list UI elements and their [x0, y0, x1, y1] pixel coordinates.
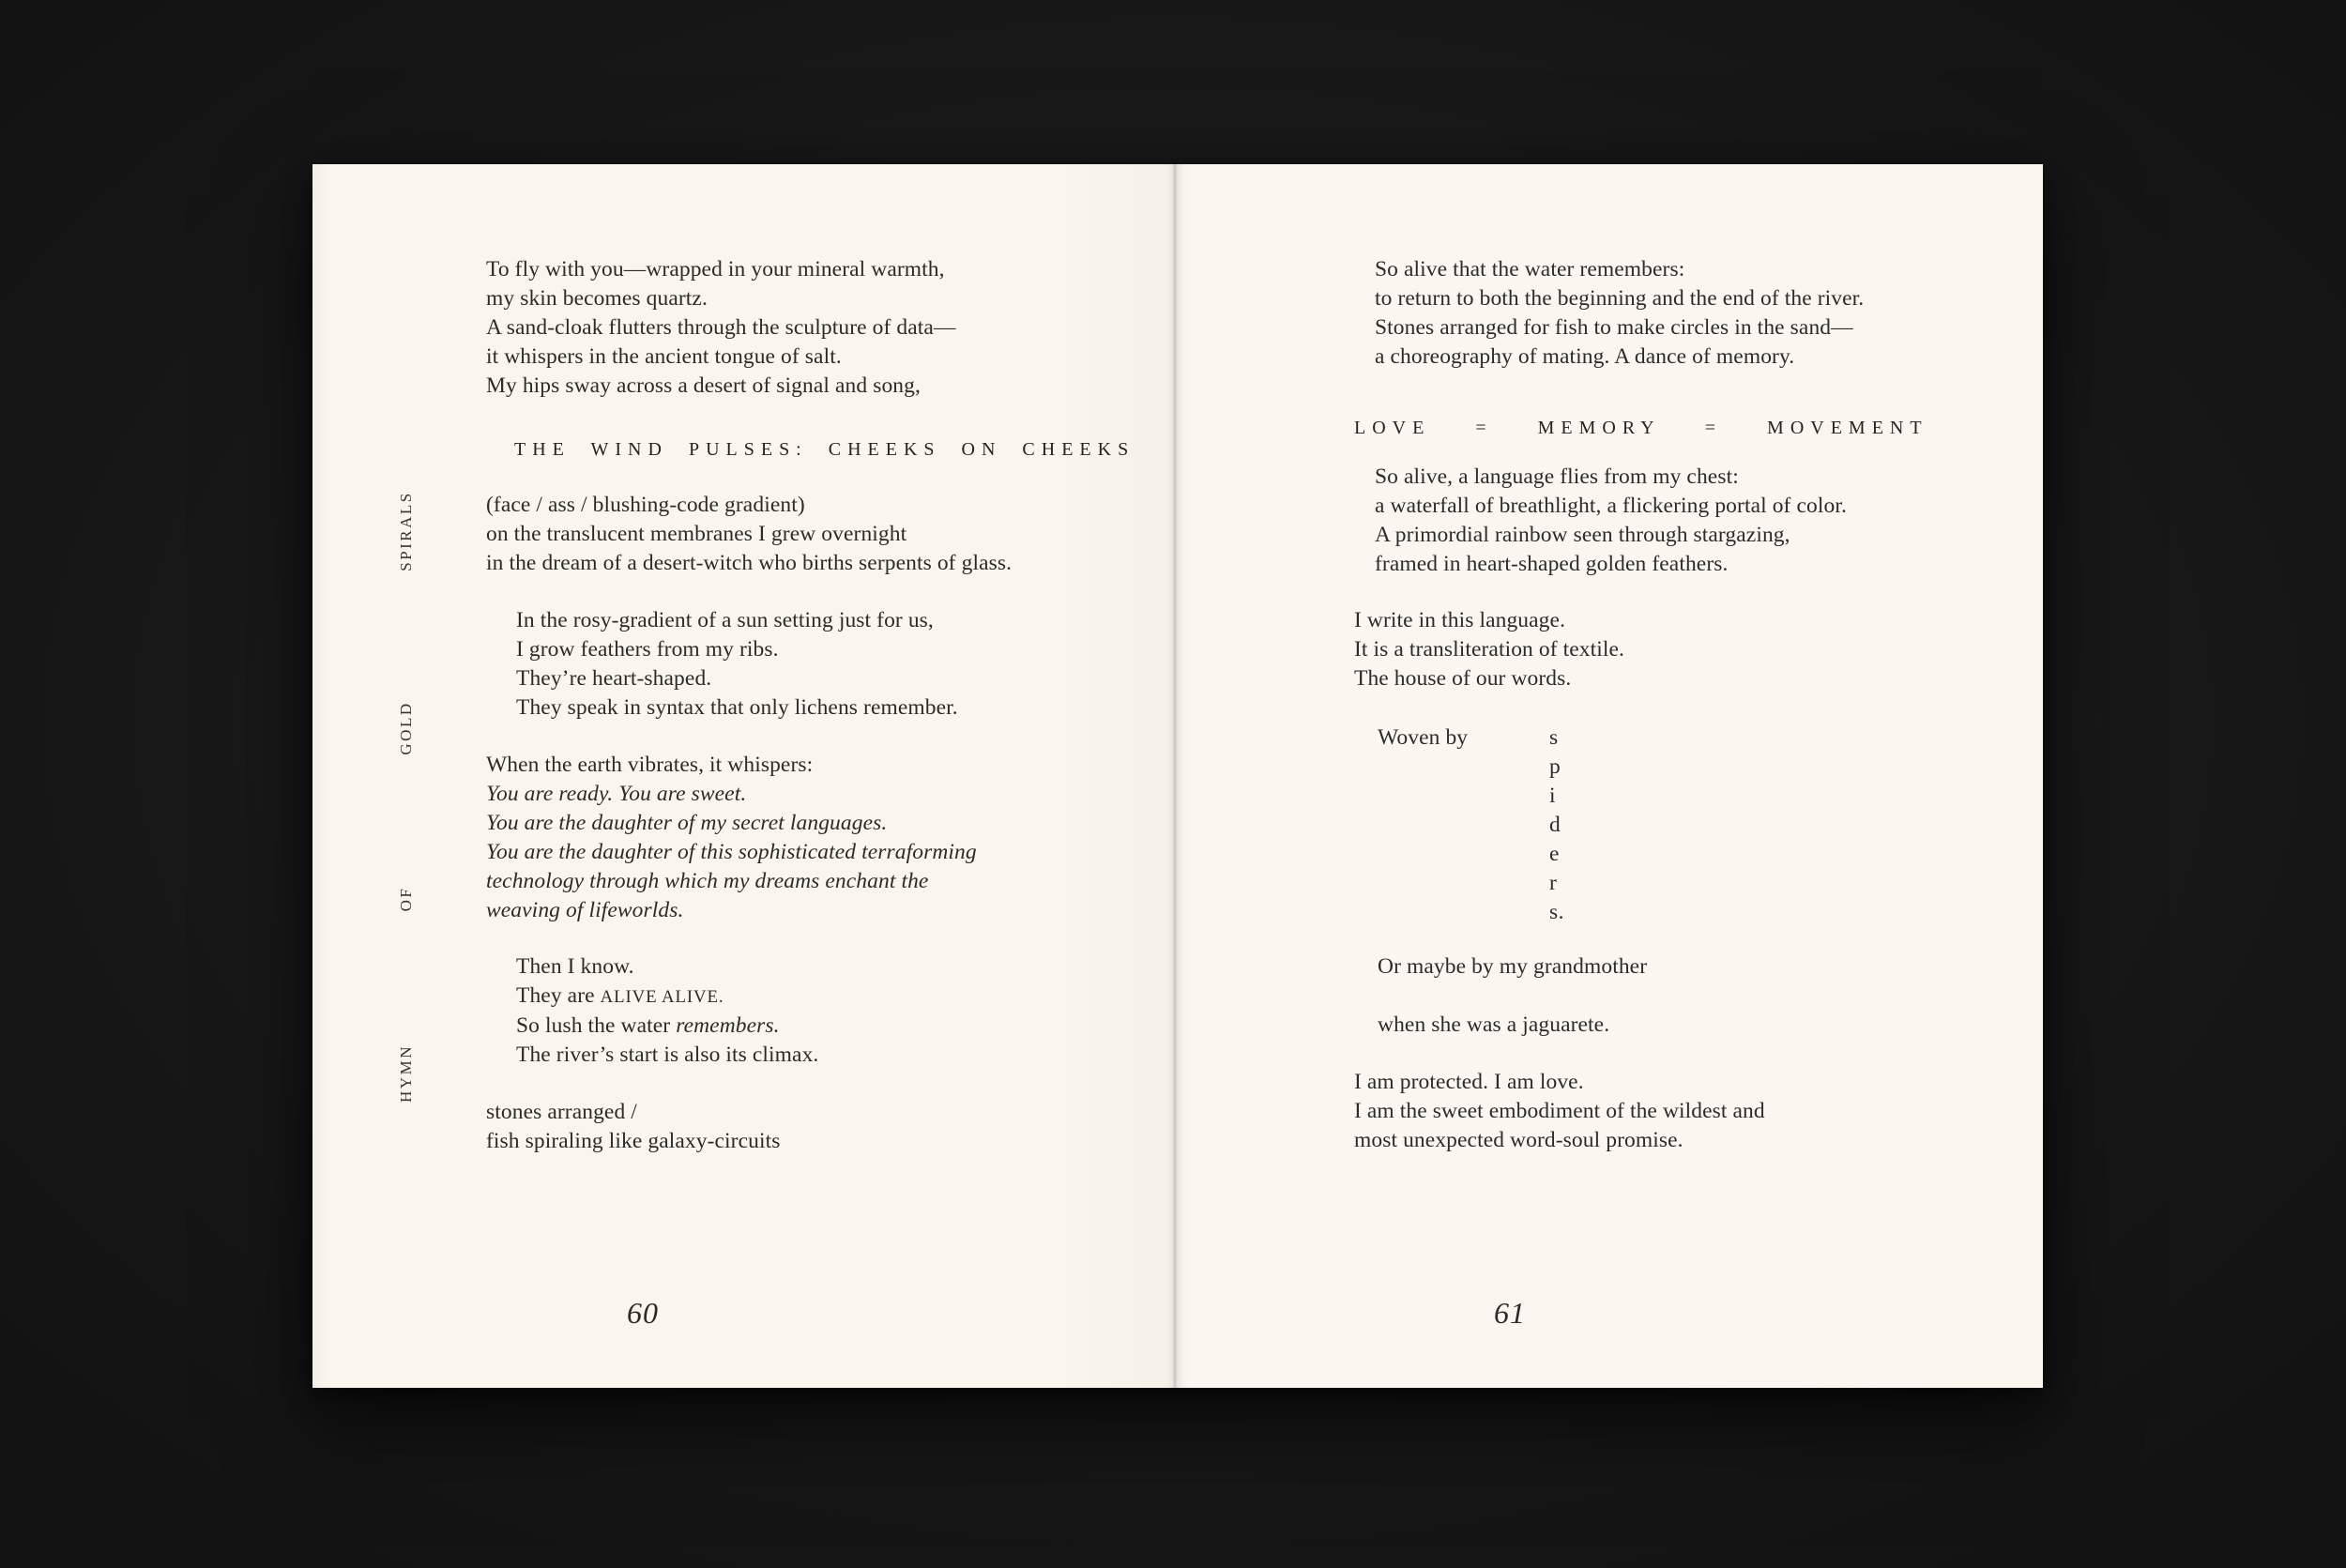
spider-letter: r [1549, 871, 1558, 895]
poem-line: framed in heart-shaped golden feathers. [1375, 552, 1729, 576]
poem-line: The house of our words. [1354, 666, 1572, 691]
stanza-grandmother [1378, 952, 1647, 982]
smallcaps-text: ALIVE ALIVE. [600, 987, 724, 1007]
poem-line: on the translucent membranes I grew overnight [486, 522, 907, 546]
spider-letter: s. [1549, 900, 1565, 924]
poem-line: (face / ass / blushing-code gradient) [486, 493, 805, 517]
poem-line: in the dream of a desert-witch who births serpents of glass. [486, 551, 1013, 575]
stanza-face [486, 491, 1012, 578]
poem-line-letterspaced-caps: THE WIND PULSES: CHEEKS ON CHEEKS [514, 439, 1135, 460]
poem-line: They’re heart-shaped. [516, 666, 712, 691]
poem-line: it whispers in the ancient tongue of salt. [486, 344, 842, 369]
spider-letter: e [1549, 842, 1560, 866]
poem-line: They are ALIVE ALIVE. [516, 983, 724, 1008]
poem-line-italic: weaving of lifeworlds. [486, 898, 684, 922]
poem-line: So lush the water remembers. [516, 1013, 780, 1038]
stanza-so-alive-water [1375, 255, 1864, 372]
stanza-earth-whisper [486, 751, 977, 925]
page-left [312, 164, 1175, 1388]
poem-line: The river’s start is also its climax. [516, 1043, 819, 1067]
poem-line-italic: You are the daughter of this sophisticated terraforming [486, 840, 977, 864]
stanza-i-write [1354, 606, 1624, 693]
poem-line: when she was a jaguarete. [1378, 1012, 1610, 1037]
poem-line: My hips sway across a desert of signal and song, [486, 373, 921, 398]
stanza-rosy [516, 606, 958, 723]
page-number-right: 61 [1494, 1296, 1526, 1330]
poem-line: A primordial rainbow seen through stargazing, [1375, 523, 1790, 547]
spider-letter: i [1549, 784, 1557, 808]
stanza-flight [486, 255, 956, 401]
poem-line: I am protected. I am love. [1354, 1070, 1584, 1094]
stanza-language-flies [1375, 463, 1847, 579]
poem-line: They speak in syntax that only lichens remember. [516, 695, 958, 720]
poem-line-equation-caps: LOVE = MEMORY = MOVEMENT [1354, 418, 1928, 438]
poem-line: I write in this language. [1354, 608, 1566, 632]
spider-letter: d [1549, 813, 1561, 837]
stanza-jaguarete [1378, 1011, 1609, 1040]
poem-line: So alive that the water remembers: [1375, 257, 1685, 282]
poem-line: Woven by [1378, 725, 1469, 750]
woven-by-label [1378, 723, 1468, 753]
poem-line: I grow feathers from my ribs. [516, 637, 779, 662]
poem-line: a choreography of mating. A dance of memory. [1375, 344, 1795, 369]
poem-line: To fly with you—wrapped in your mineral warmth, [486, 257, 945, 282]
margin-title-word-spirals: SPIRALS [397, 491, 415, 571]
poem-line-italic: You are ready. You are sweet. [486, 782, 747, 806]
poem-line: to return to both the beginning and the end of the river. [1375, 286, 1865, 311]
page-right [1175, 164, 2043, 1388]
italic-text: remembers. [676, 1013, 780, 1038]
poem-line: stones arranged / [486, 1100, 637, 1124]
stanza-protected [1354, 1068, 1765, 1155]
poem-line: It is a transliteration of textile. [1354, 637, 1625, 662]
poem-line: most unexpected word-soul promise. [1354, 1128, 1683, 1152]
poem-line: Stones arranged for fish to make circles in the sand— [1375, 315, 1853, 340]
poem-line: my skin becomes quartz. [486, 286, 708, 311]
margin-title-word-gold: GOLD [397, 701, 415, 755]
page-number-left: 60 [627, 1296, 659, 1330]
poem-line: Then I know. [516, 954, 634, 979]
poem-line: Or maybe by my grandmother [1378, 954, 1648, 979]
poem-line: fish spiraling like galaxy-circuits [486, 1129, 781, 1153]
stanza-stones [486, 1098, 781, 1156]
poem-line: So alive, a language flies from my chest: [1375, 464, 1739, 489]
book-spread [312, 164, 2043, 1388]
poem-line: A sand-cloak flutters through the sculpture of data— [486, 315, 956, 340]
stanza-then-i-know [516, 952, 818, 1070]
margin-title-word-hymn: HYMN [397, 1044, 415, 1103]
poem-line-italic: technology through which my dreams enchant the [486, 869, 929, 893]
poem-line: a waterfall of breathlight, a flickering portal of color. [1375, 494, 1847, 518]
spiders-vertical-word [1549, 723, 1564, 927]
poem-line: I am the sweet embodiment of the wildest and [1354, 1099, 1765, 1123]
poem-line-italic: You are the daughter of my secret languages. [486, 811, 888, 835]
poem-line: In the rosy-gradient of a sun setting just for us, [516, 608, 934, 632]
poem-line: When the earth vibrates, it whispers: [486, 753, 814, 777]
spider-letter: s [1549, 725, 1559, 750]
margin-title-word-of: OF [397, 886, 415, 912]
spider-letter: p [1549, 754, 1561, 779]
